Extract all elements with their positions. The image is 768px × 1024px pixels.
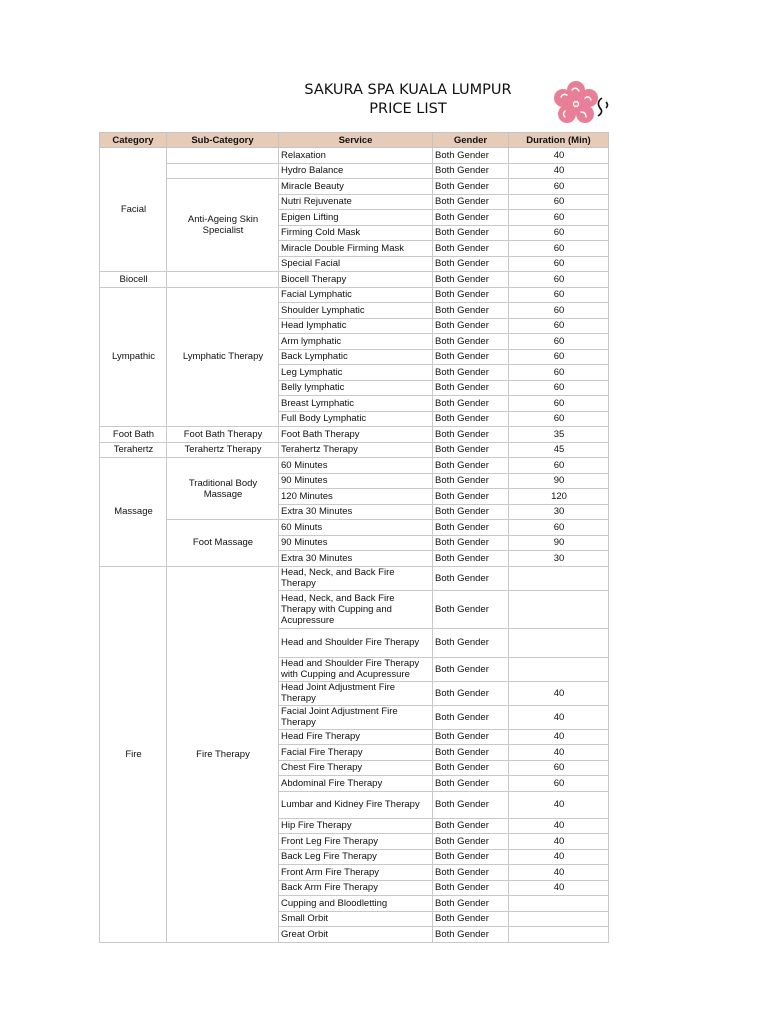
duration-cell: 40	[509, 681, 609, 705]
duration-cell: 40	[509, 849, 609, 865]
category-cell: Massage	[100, 458, 167, 567]
gender-cell: Both Gender	[433, 225, 509, 241]
duration-cell: 60	[509, 760, 609, 776]
gender-cell: Both Gender	[433, 520, 509, 536]
duration-cell: 60	[509, 241, 609, 257]
header-duration: Duration (Min)	[509, 133, 609, 148]
service-cell: Head and Shoulder Fire Therapy with Cupping and Acupressure	[279, 657, 433, 681]
service-cell: Terahertz Therapy	[279, 442, 433, 458]
title-line-1: SAKURA SPA KUALA LUMPUR	[304, 82, 512, 98]
duration-cell	[509, 911, 609, 927]
duration-cell: 40	[509, 729, 609, 745]
service-cell: Shoulder Lymphatic	[279, 303, 433, 319]
category-cell: Facial	[100, 148, 167, 272]
service-cell: Back Leg Fire Therapy	[279, 849, 433, 865]
table-row	[100, 442, 609, 458]
title-line-2: PRICE LIST	[369, 101, 447, 117]
header-row	[100, 133, 609, 148]
service-cell: Facial Joint Adjustment Fire Therapy	[279, 705, 433, 729]
duration-cell: 40	[509, 818, 609, 834]
service-cell: Head Fire Therapy	[279, 729, 433, 745]
duration-cell: 60	[509, 520, 609, 536]
gender-cell: Both Gender	[433, 458, 509, 474]
service-cell: Extra 30 Minutes	[279, 551, 433, 567]
duration-cell: 60	[509, 411, 609, 427]
gender-cell: Both Gender	[433, 896, 509, 912]
price-list-table	[99, 132, 609, 943]
duration-cell: 40	[509, 705, 609, 729]
subcategory-cell	[167, 272, 279, 288]
service-cell: Miracle Beauty	[279, 179, 433, 195]
category-cell: Biocell	[100, 272, 167, 288]
duration-cell: 60	[509, 194, 609, 210]
service-cell: Arm lymphatic	[279, 334, 433, 350]
subcategory-cell: Terahertz Therapy	[167, 442, 279, 458]
service-cell: Hip Fire Therapy	[279, 818, 433, 834]
table-row	[100, 163, 609, 179]
service-cell: Head lymphatic	[279, 318, 433, 334]
service-cell: Special Facial	[279, 256, 433, 272]
table-row	[100, 179, 609, 195]
gender-cell: Both Gender	[433, 179, 509, 195]
gender-cell: Both Gender	[433, 442, 509, 458]
duration-cell: 60	[509, 458, 609, 474]
category-cell: Fire	[100, 566, 167, 942]
service-cell: Miracle Double Firming Mask	[279, 241, 433, 257]
category-cell: Terahertz	[100, 442, 167, 458]
duration-cell: 60	[509, 225, 609, 241]
duration-cell: 30	[509, 551, 609, 567]
service-cell: Cupping and Bloodletting	[279, 896, 433, 912]
service-cell: Lumbar and Kidney Fire Therapy	[279, 791, 433, 818]
service-cell: Great Orbit	[279, 927, 433, 943]
service-cell: Extra 30 Minutes	[279, 504, 433, 520]
service-cell: Head, Neck, and Back Fire Therapy with Cupping and Acupressure	[279, 590, 433, 628]
service-cell: 60 Minuts	[279, 520, 433, 536]
sakura-flower-logo	[552, 80, 612, 130]
duration-cell: 60	[509, 334, 609, 350]
gender-cell: Both Gender	[433, 396, 509, 412]
service-cell: Leg Lymphatic	[279, 365, 433, 381]
service-cell: Front Leg Fire Therapy	[279, 834, 433, 850]
duration-cell	[509, 590, 609, 628]
gender-cell: Both Gender	[433, 657, 509, 681]
category-cell: Lympathic	[100, 287, 167, 427]
service-cell: Firming Cold Mask	[279, 225, 433, 241]
service-cell: 60 Minutes	[279, 458, 433, 474]
subcategory-cell: Foot Massage	[167, 520, 279, 567]
header-category: Category	[100, 133, 167, 148]
service-cell: Epigen Lifting	[279, 210, 433, 226]
gender-cell: Both Gender	[433, 551, 509, 567]
duration-cell: 60	[509, 210, 609, 226]
duration-cell: 40	[509, 865, 609, 881]
table-row	[100, 287, 609, 303]
gender-cell: Both Gender	[433, 272, 509, 288]
gender-cell: Both Gender	[433, 349, 509, 365]
table-row	[100, 427, 609, 443]
gender-cell: Both Gender	[433, 880, 509, 896]
gender-cell: Both Gender	[433, 818, 509, 834]
duration-cell	[509, 566, 609, 590]
service-cell: Front Arm Fire Therapy	[279, 865, 433, 881]
gender-cell: Both Gender	[433, 535, 509, 551]
duration-cell: 60	[509, 776, 609, 792]
service-cell: Biocell Therapy	[279, 272, 433, 288]
gender-cell: Both Gender	[433, 705, 509, 729]
table-row	[100, 458, 609, 474]
gender-cell: Both Gender	[433, 148, 509, 164]
gender-cell: Both Gender	[433, 590, 509, 628]
header-gender: Gender	[433, 133, 509, 148]
service-cell: Small Orbit	[279, 911, 433, 927]
duration-cell: 45	[509, 442, 609, 458]
duration-cell: 90	[509, 535, 609, 551]
category-cell: Foot Bath	[100, 427, 167, 443]
duration-cell: 40	[509, 148, 609, 164]
gender-cell: Both Gender	[433, 745, 509, 761]
service-cell: Back Lymphatic	[279, 349, 433, 365]
duration-cell: 60	[509, 318, 609, 334]
service-cell: Head Joint Adjustment Fire Therapy	[279, 681, 433, 705]
service-cell: Head, Neck, and Back Fire Therapy	[279, 566, 433, 590]
duration-cell: 40	[509, 791, 609, 818]
gender-cell: Both Gender	[433, 473, 509, 489]
service-cell: 90 Minutes	[279, 473, 433, 489]
duration-cell: 60	[509, 179, 609, 195]
header-service: Service	[279, 133, 433, 148]
duration-cell: 60	[509, 256, 609, 272]
gender-cell: Both Gender	[433, 911, 509, 927]
gender-cell: Both Gender	[433, 834, 509, 850]
service-cell: Hydro Balance	[279, 163, 433, 179]
duration-cell: 60	[509, 349, 609, 365]
gender-cell: Both Gender	[433, 681, 509, 705]
gender-cell: Both Gender	[433, 303, 509, 319]
gender-cell: Both Gender	[433, 210, 509, 226]
subcategory-cell: Fire Therapy	[167, 566, 279, 942]
gender-cell: Both Gender	[433, 865, 509, 881]
gender-cell: Both Gender	[433, 163, 509, 179]
service-cell: Facial Fire Therapy	[279, 745, 433, 761]
gender-cell: Both Gender	[433, 256, 509, 272]
page-title	[250, 81, 566, 119]
service-cell: Breast Lymphatic	[279, 396, 433, 412]
service-cell: 90 Minutes	[279, 535, 433, 551]
gender-cell: Both Gender	[433, 365, 509, 381]
duration-cell	[509, 628, 609, 657]
duration-cell: 60	[509, 380, 609, 396]
duration-cell: 120	[509, 489, 609, 505]
subcategory-cell: Foot Bath Therapy	[167, 427, 279, 443]
service-cell: Facial Lymphatic	[279, 287, 433, 303]
duration-cell: 35	[509, 427, 609, 443]
gender-cell: Both Gender	[433, 241, 509, 257]
service-cell: Head and Shoulder Fire Therapy	[279, 628, 433, 657]
gender-cell: Both Gender	[433, 927, 509, 943]
duration-cell: 60	[509, 272, 609, 288]
service-cell: Foot Bath Therapy	[279, 427, 433, 443]
subcategory-cell: Lymphatic Therapy	[167, 287, 279, 427]
service-cell: Belly lymphatic	[279, 380, 433, 396]
duration-cell: 40	[509, 880, 609, 896]
gender-cell: Both Gender	[433, 380, 509, 396]
duration-cell: 60	[509, 396, 609, 412]
gender-cell: Both Gender	[433, 760, 509, 776]
gender-cell: Both Gender	[433, 849, 509, 865]
duration-cell: 90	[509, 473, 609, 489]
header-subcategory: Sub-Category	[167, 133, 279, 148]
gender-cell: Both Gender	[433, 776, 509, 792]
subcategory-cell	[167, 148, 279, 164]
subcategory-cell: Anti-Ageing Skin Specialist	[167, 179, 279, 272]
gender-cell: Both Gender	[433, 628, 509, 657]
table-row	[100, 520, 609, 536]
duration-cell: 60	[509, 365, 609, 381]
gender-cell: Both Gender	[433, 504, 509, 520]
gender-cell: Both Gender	[433, 427, 509, 443]
gender-cell: Both Gender	[433, 729, 509, 745]
duration-cell: 60	[509, 287, 609, 303]
duration-cell	[509, 927, 609, 943]
duration-cell: 30	[509, 504, 609, 520]
gender-cell: Both Gender	[433, 334, 509, 350]
service-cell: Abdominal Fire Therapy	[279, 776, 433, 792]
gender-cell: Both Gender	[433, 194, 509, 210]
gender-cell: Both Gender	[433, 287, 509, 303]
duration-cell: 40	[509, 834, 609, 850]
service-cell: Back Arm Fire Therapy	[279, 880, 433, 896]
gender-cell: Both Gender	[433, 566, 509, 590]
duration-cell	[509, 896, 609, 912]
service-cell: 120 Minutes	[279, 489, 433, 505]
duration-cell	[509, 657, 609, 681]
duration-cell: 60	[509, 303, 609, 319]
service-cell: Nutri Rejuvenate	[279, 194, 433, 210]
subcategory-cell	[167, 163, 279, 179]
service-cell: Full Body Lymphatic	[279, 411, 433, 427]
table-row	[100, 272, 609, 288]
gender-cell: Both Gender	[433, 791, 509, 818]
service-cell: Relaxation	[279, 148, 433, 164]
table-row	[100, 148, 609, 164]
gender-cell: Both Gender	[433, 411, 509, 427]
service-cell: Chest Fire Therapy	[279, 760, 433, 776]
gender-cell: Both Gender	[433, 318, 509, 334]
duration-cell: 40	[509, 163, 609, 179]
table-row	[100, 566, 609, 590]
subcategory-cell: Traditional Body Massage	[167, 458, 279, 520]
gender-cell: Both Gender	[433, 489, 509, 505]
duration-cell: 40	[509, 745, 609, 761]
